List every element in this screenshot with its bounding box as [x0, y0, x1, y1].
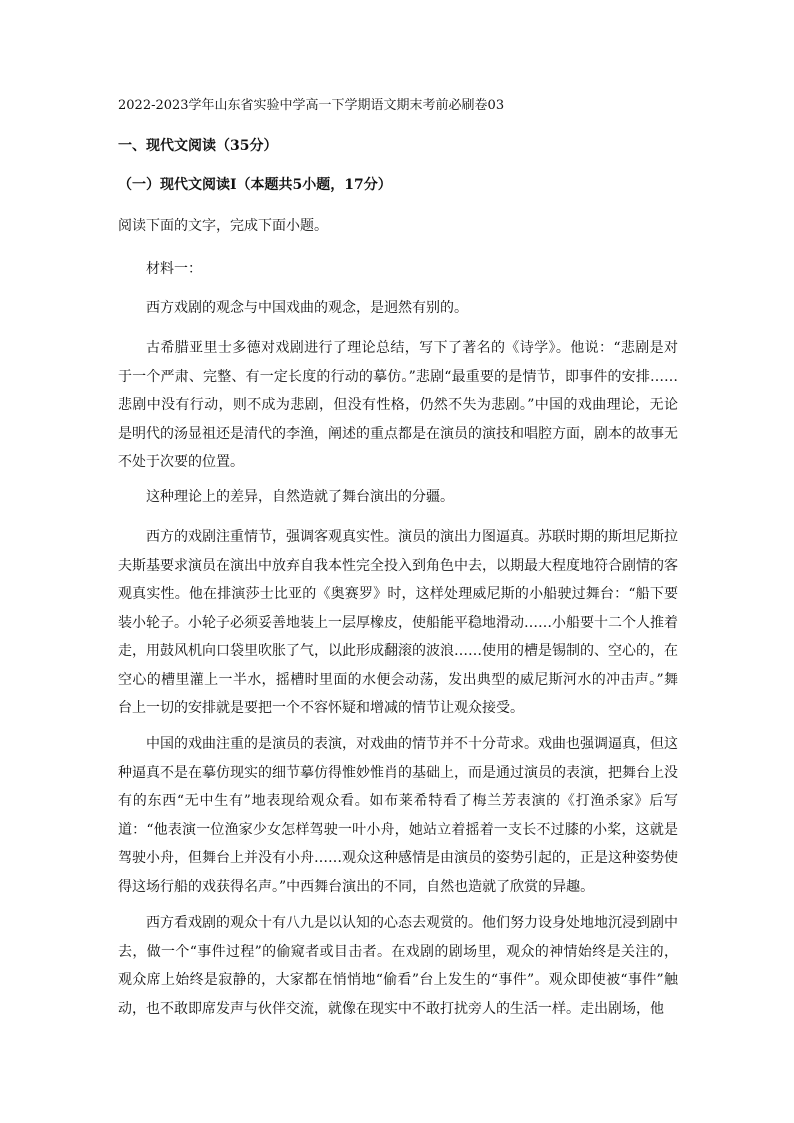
paragraph: 古希腊亚里士多德对戏剧进行了理论总结，写下了著名的《诗学》。他说：“悲剧是对于一个严肃、完整、有一定长度的行动的摹仿。”悲剧“最重要的是情节，即事件的安排……悲剧中没有行动，则不成为悲剧，但没有性格，仍然不失为悲剧。”中国的戏曲理论，无论是明代的汤显祖还是清代的李渔，阐述的重点都是在演员的演技和唱腔方面，剧本的故事无不处于次要的位置。: [118, 340, 678, 470]
reading-instruction: 阅读下面的文字，完成下面小题。: [118, 218, 328, 234]
paragraph: 西方的戏剧注重情节，强调客观真实性。演员的演出力图逼真。苏联时期的斯坦尼斯拉夫斯基要求演员在演出中放弃自我本性完全投入到角色中去，以期最大程度地符合剧情的客观真实性。他在排演莎士比亚的《奥赛罗》时，这样处理威尼斯的小船驶过舞台：“船下要装小轮子。小轮子必须妥善地装上一层厚橡皮，使船能平稳地滑动……小船要十二个人推着走，用鼓风机向口袋里吹胀了气，以此形成翻滚的波浪……使用的槽是锡制的、空心的，在空心的槽里灌上一半水，摇槽时里面的水便会动荡，发出典型的威尼斯河水的冲击声。”舞台上一切的安排就是要把一个不容怀疑和增减的情节让观众接受。: [118, 529, 678, 716]
paragraph: 西方看戏剧的观众十有八九是以认知的心态去观赏的。他们努力设身处地地沉浸到剧中去，做一个“事件过程”的偷窥者或目击者。在戏剧的剧场里，观众的神情始终是关注的，观众席上始终是寂静的，大家都在悄悄地“偷看”台上发生的“事件”。观众即使被“事件”触动，也不敢即席发声与伙伴交流，就像在现实中不敢打扰旁人的生活一样。走出剧场，他: [118, 915, 678, 1017]
section-heading: 一、现代文阅读（35分）: [118, 138, 278, 154]
subsection-heading: （一）现代文阅读Ⅰ（本题共5小题，17分）: [118, 177, 392, 193]
material-label: 材料一：: [146, 261, 202, 277]
document-title: 2022-2023学年山东省实验中学高一下学期语文期末考前必刷卷03: [118, 98, 505, 113]
paragraph: 中国的戏曲注重的是演员的表演，对戏曲的情节并不十分苛求。戏曲也强调逼真，但这种逼真不是在摹仿现实的细节摹仿得惟妙惟肖的基础上，而是通过演员的表演，把舞台上没有的东西“无中生有”地表现给观众看。如布莱希特看了梅兰芳表演的《打渔杀家》后写道：“他表演一位渔家少女怎样驾驶一叶小舟，她站立着摇着一支长不过膝的小桨，这就是驾驶小舟，但舞台上并没有小舟……观众这种感情是由演员的姿势引起的，正是这种姿势使得这场行船的戏获得名声。”中西舞台演出的不同，自然也造就了欣赏的异趣。: [118, 736, 678, 895]
paragraph: 这种理论上的差异，自然造就了舞台演出的分疆。: [146, 489, 454, 505]
paragraph: 西方戏剧的观念与中国戏曲的观念，是迥然有别的。: [146, 300, 468, 316]
